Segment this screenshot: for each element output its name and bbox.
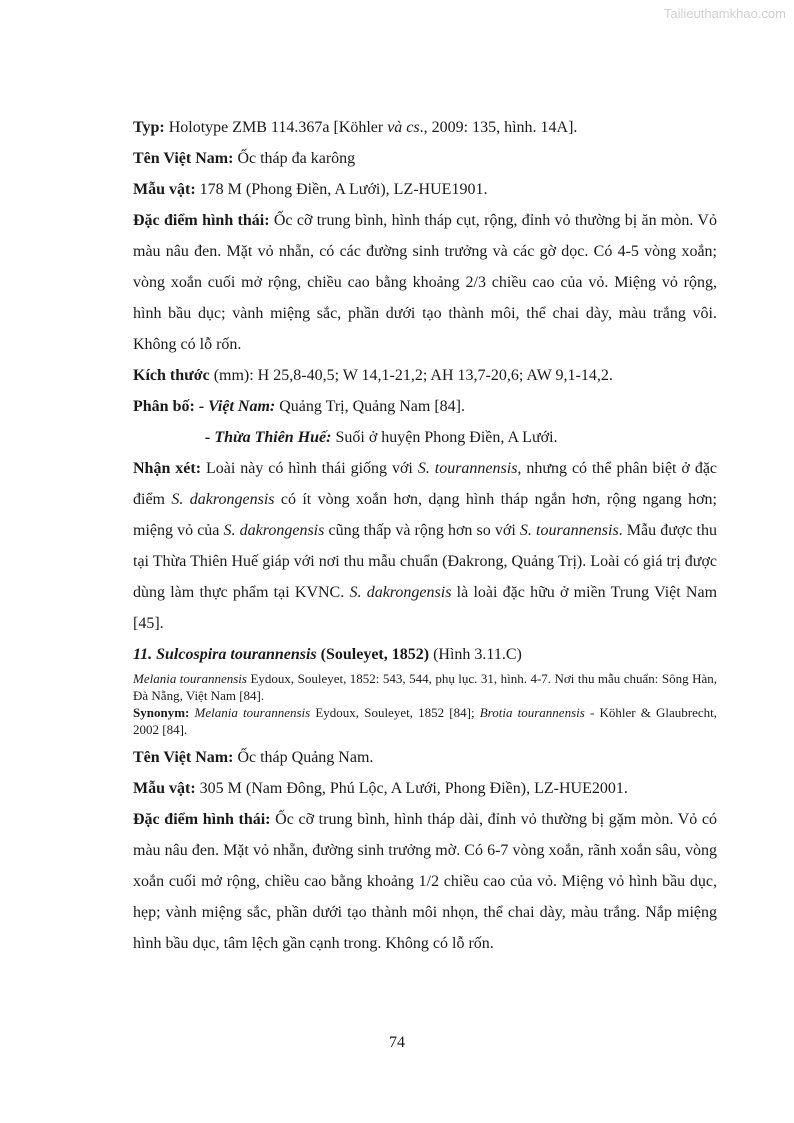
vn-name-line xyxy=(133,143,717,174)
distribution-vn-label: Việt Nam: xyxy=(208,398,276,415)
specimen-value-2: 305 M (Nam Đông, Phú Lộc, A Lưới, Phong Điền), LZ-HUE2001. xyxy=(195,780,628,797)
remarks-text: . Mẫu được thu tại Thừa Thiên Huế giáp với nơi thu mẫu chuẩn (Đakrong, Quảng Trị). Loài có giá trị được dùng làm thực phẩm tại KVNC. xyxy=(133,522,717,601)
synonym-label: Synonym: xyxy=(133,705,190,720)
watermark: Tailieuthamkhao.com xyxy=(663,6,786,21)
distribution-tth-label: - Thừa Thiên Huế: xyxy=(205,429,332,446)
typ-text: Holotype ZMB 114.367a [Köhler xyxy=(164,119,388,136)
synonym-italic: Brotia tourannensis xyxy=(479,705,585,720)
species-italic: S. dakrongensis xyxy=(171,491,275,508)
vn-name-value-2: Ốc tháp Quảng Nam. xyxy=(233,749,374,766)
synonym-line xyxy=(133,704,717,738)
distribution-tth-value: Suối ở huyện Phong Điền, A Lưới. xyxy=(331,429,558,446)
morphology-label-2: Đặc điểm hình thái: xyxy=(133,811,271,828)
typ-label: Typ: xyxy=(133,119,165,136)
species-number: 11. xyxy=(133,646,157,663)
page-body xyxy=(133,112,717,959)
remarks-text: Loài này có hình thái giống với xyxy=(201,460,418,477)
morphology-text-2: Ốc cỡ trung bình, hình tháp dài, đỉnh vỏ thường bị gặm mòn. Vỏ có màu nâu đen. Mặt vỏ nhẵn, đường sinh trưởng mờ. Có 6-7 vòng xoắn, rãnh xoắn sâu, vòng xoắn cuối mở rộng, chiều cao bằng khoảng 1/2 chiều cao của vỏ. Miệng vỏ hình bầu dục, hẹp; vành miệng sắc, phần dưới tạo thành môi nhọn, thể chai dày, màu trắng. Nắp miệng hình bầu dục, tâm lệch gần cạnh trong. Không có lỗ rốn. xyxy=(133,811,717,952)
typ-text-end: ., 2009: 135, hình. 14A]. xyxy=(419,119,578,136)
typ-italic: và cs xyxy=(387,119,420,136)
species-italic: S. dakrongensis xyxy=(349,584,452,601)
morphology-label: Đặc điểm hình thái: xyxy=(133,212,270,229)
vn-name-value: Ốc tháp đa karông xyxy=(233,150,356,167)
synonym-italic: Melania tourannensis xyxy=(194,705,311,720)
morphology-paragraph xyxy=(133,205,717,360)
synonym-text: - Köhler & Glaubrecht, 2002 [84]. xyxy=(133,705,718,737)
distribution-label: Phân bố: - xyxy=(133,398,209,415)
page-number: 74 xyxy=(389,1034,405,1051)
species-author: (Souleyet, 1852) xyxy=(316,646,430,663)
species-italic: S. tourannensis xyxy=(417,460,518,477)
remarks-text: là loài đặc hữu ở miền Trung Việt Nam [45]. xyxy=(133,584,718,632)
species-italic: S. tourannensis xyxy=(519,522,619,539)
morphology-paragraph-2 xyxy=(133,804,717,959)
specimen-line-2 xyxy=(133,773,717,804)
remarks-text: có ít vòng xoắn hơn, dạng hình tháp ngắn hơn, rộng ngang hơn; miệng vỏ của xyxy=(133,491,718,539)
remarks-paragraph xyxy=(133,453,717,639)
original-ref xyxy=(133,670,717,704)
specimen-line xyxy=(133,174,717,205)
remarks-label: Nhận xét: xyxy=(133,460,202,477)
size-label: Kích thước xyxy=(133,367,210,384)
morphology-text: Ốc cỡ trung bình, hình tháp cụt, rộng, đỉnh vỏ thường bị ăn mòn. Vỏ màu nâu đen. Mặt vỏ nhẵn, có các đường sinh trưởng và các gờ dọc. Có 4-5 vòng xoắn; vòng xoắn cuối mở rộng, chiều cao bằng khoảng 2/3 chiều cao của vỏ. Miệng vỏ rộng, hình bầu dục; vành miệng sắc, phần dưới tạo thành môi, thể chai dày, màu trắng vôi. Không có lỗ rốn. xyxy=(133,212,717,353)
typ-line xyxy=(133,112,717,143)
synonym-text: Eydoux, Souleyet, 1852 [84]; xyxy=(310,705,480,720)
species-heading xyxy=(133,639,717,670)
remarks-text: cũng thấp và rộng hơn so với xyxy=(324,522,520,539)
figure-ref: (Hình 3.11.C) xyxy=(429,646,522,663)
species-name: Sulcospira tourannensis xyxy=(156,646,317,663)
size-line xyxy=(133,360,717,391)
ref-italic: Melania tourannensis xyxy=(133,671,247,686)
species-italic: S. dakrongensis xyxy=(223,522,325,539)
distribution-tth-line xyxy=(133,422,717,453)
specimen-value: 178 M (Phong Điền, A Lưới), LZ-HUE1901. xyxy=(195,181,488,198)
specimen-label-2: Mẫu vật: xyxy=(133,780,196,797)
vn-name-label-2: Tên Việt Nam: xyxy=(133,749,234,766)
specimen-label: Mẫu vật: xyxy=(133,181,196,198)
ref-text: Eydoux, Souleyet, 1852: 543, 544, phụ lục. 31, hình. 4-7. Nơi thu mẫu chuẩn: Sông Hàn, Đà Nẵng, Việt Nam [84]. xyxy=(133,671,717,703)
distribution-line xyxy=(133,391,717,422)
remarks-text: , nhưng có thể phân biệt ở đặc điểm xyxy=(133,460,718,508)
size-value: (mm): H 25,8-40,5; W 14,1-21,2; AH 13,7-20,6; AW 9,1-14,2. xyxy=(209,367,613,384)
distribution-vn-value: Quảng Trị, Quảng Nam [84]. xyxy=(275,398,465,415)
vn-name-label: Tên Việt Nam: xyxy=(133,150,234,167)
vn-name-line-2 xyxy=(133,742,717,773)
